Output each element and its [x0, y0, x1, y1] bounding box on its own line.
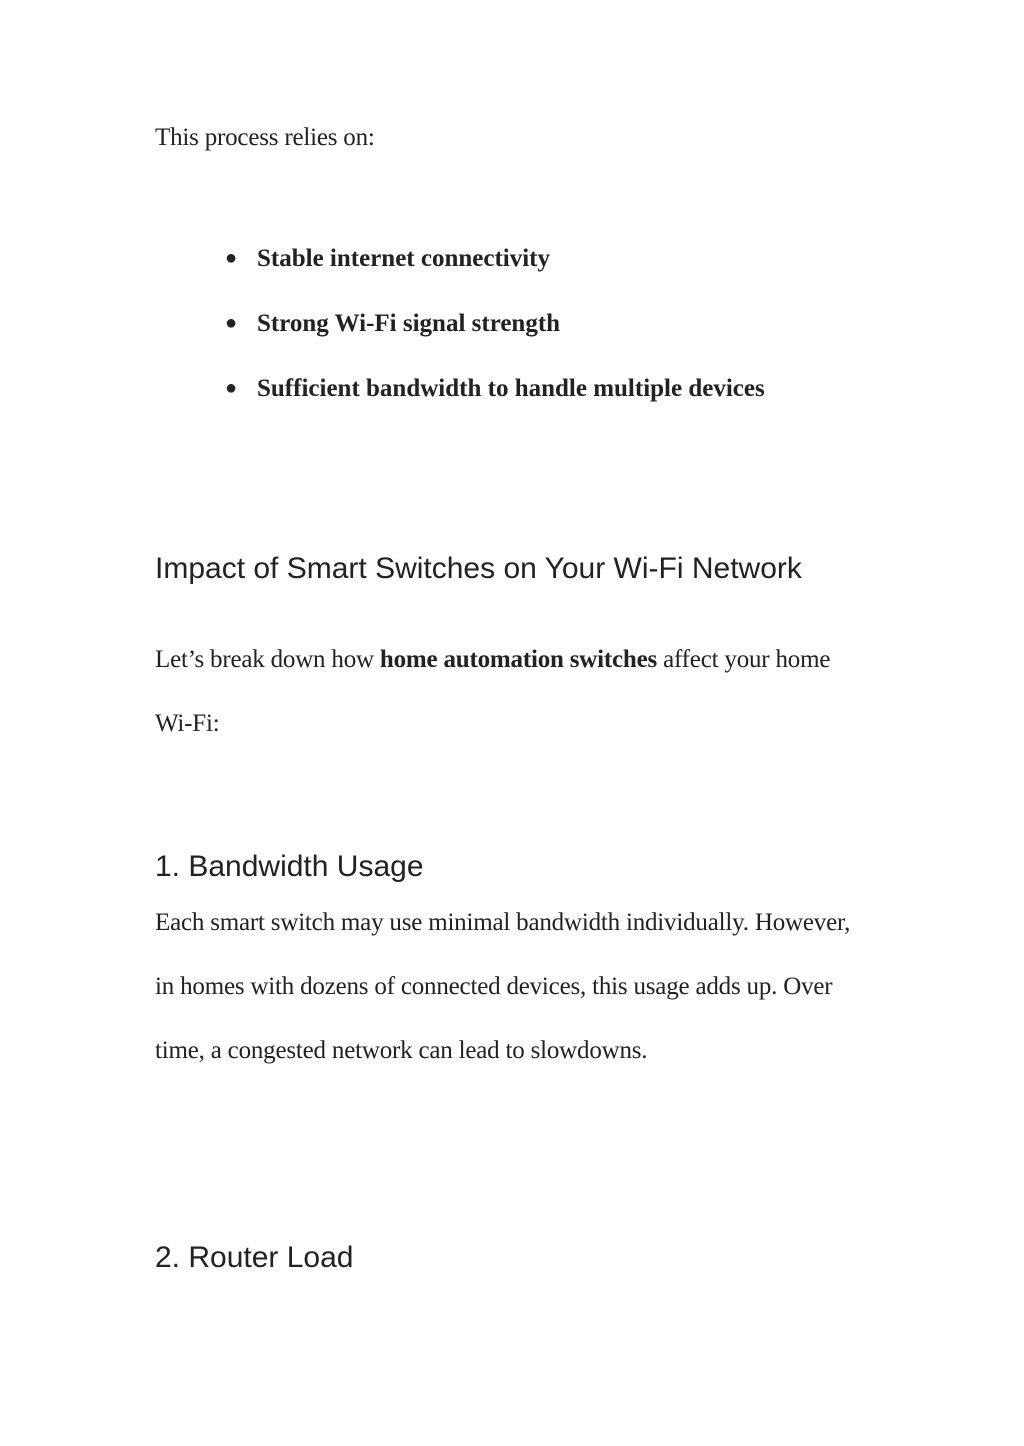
list-item	[225, 356, 805, 421]
bullet-icon: ●	[225, 247, 238, 269]
bullet-icon: ●	[225, 312, 238, 334]
bandwidth-heading: 1. Bandwidth Usage	[155, 850, 424, 883]
bullet-icon: ●	[225, 377, 238, 399]
list-item	[225, 226, 805, 291]
list-item-text: Strong Wi-Fi signal strength	[257, 310, 561, 337]
breakdown-bold-term: home automation switches	[379, 646, 658, 673]
list-item	[225, 291, 805, 356]
breakdown-paragraph	[155, 628, 855, 756]
intro-paragraph: This process relies on:	[155, 124, 375, 151]
breakdown-trailing-text: affect your home Wi-Fi:	[155, 646, 831, 737]
requirements-list	[225, 226, 805, 421]
breakdown-lead-text: Let’s break down how	[155, 646, 380, 673]
list-item-text: Sufficient bandwidth to handle multiple devices	[257, 375, 765, 402]
router-heading: 2. Router Load	[155, 1241, 354, 1274]
list-item-text: Stable internet connectivity	[257, 245, 551, 272]
bandwidth-paragraph: Each smart switch may use minimal bandwidth individually. However, in homes with dozens of connected devices, this usage adds up. Over time, a congested network can lead to slowdowns.	[155, 909, 851, 1064]
impact-heading: Impact of Smart Switches on Your Wi-Fi Network	[155, 552, 802, 585]
